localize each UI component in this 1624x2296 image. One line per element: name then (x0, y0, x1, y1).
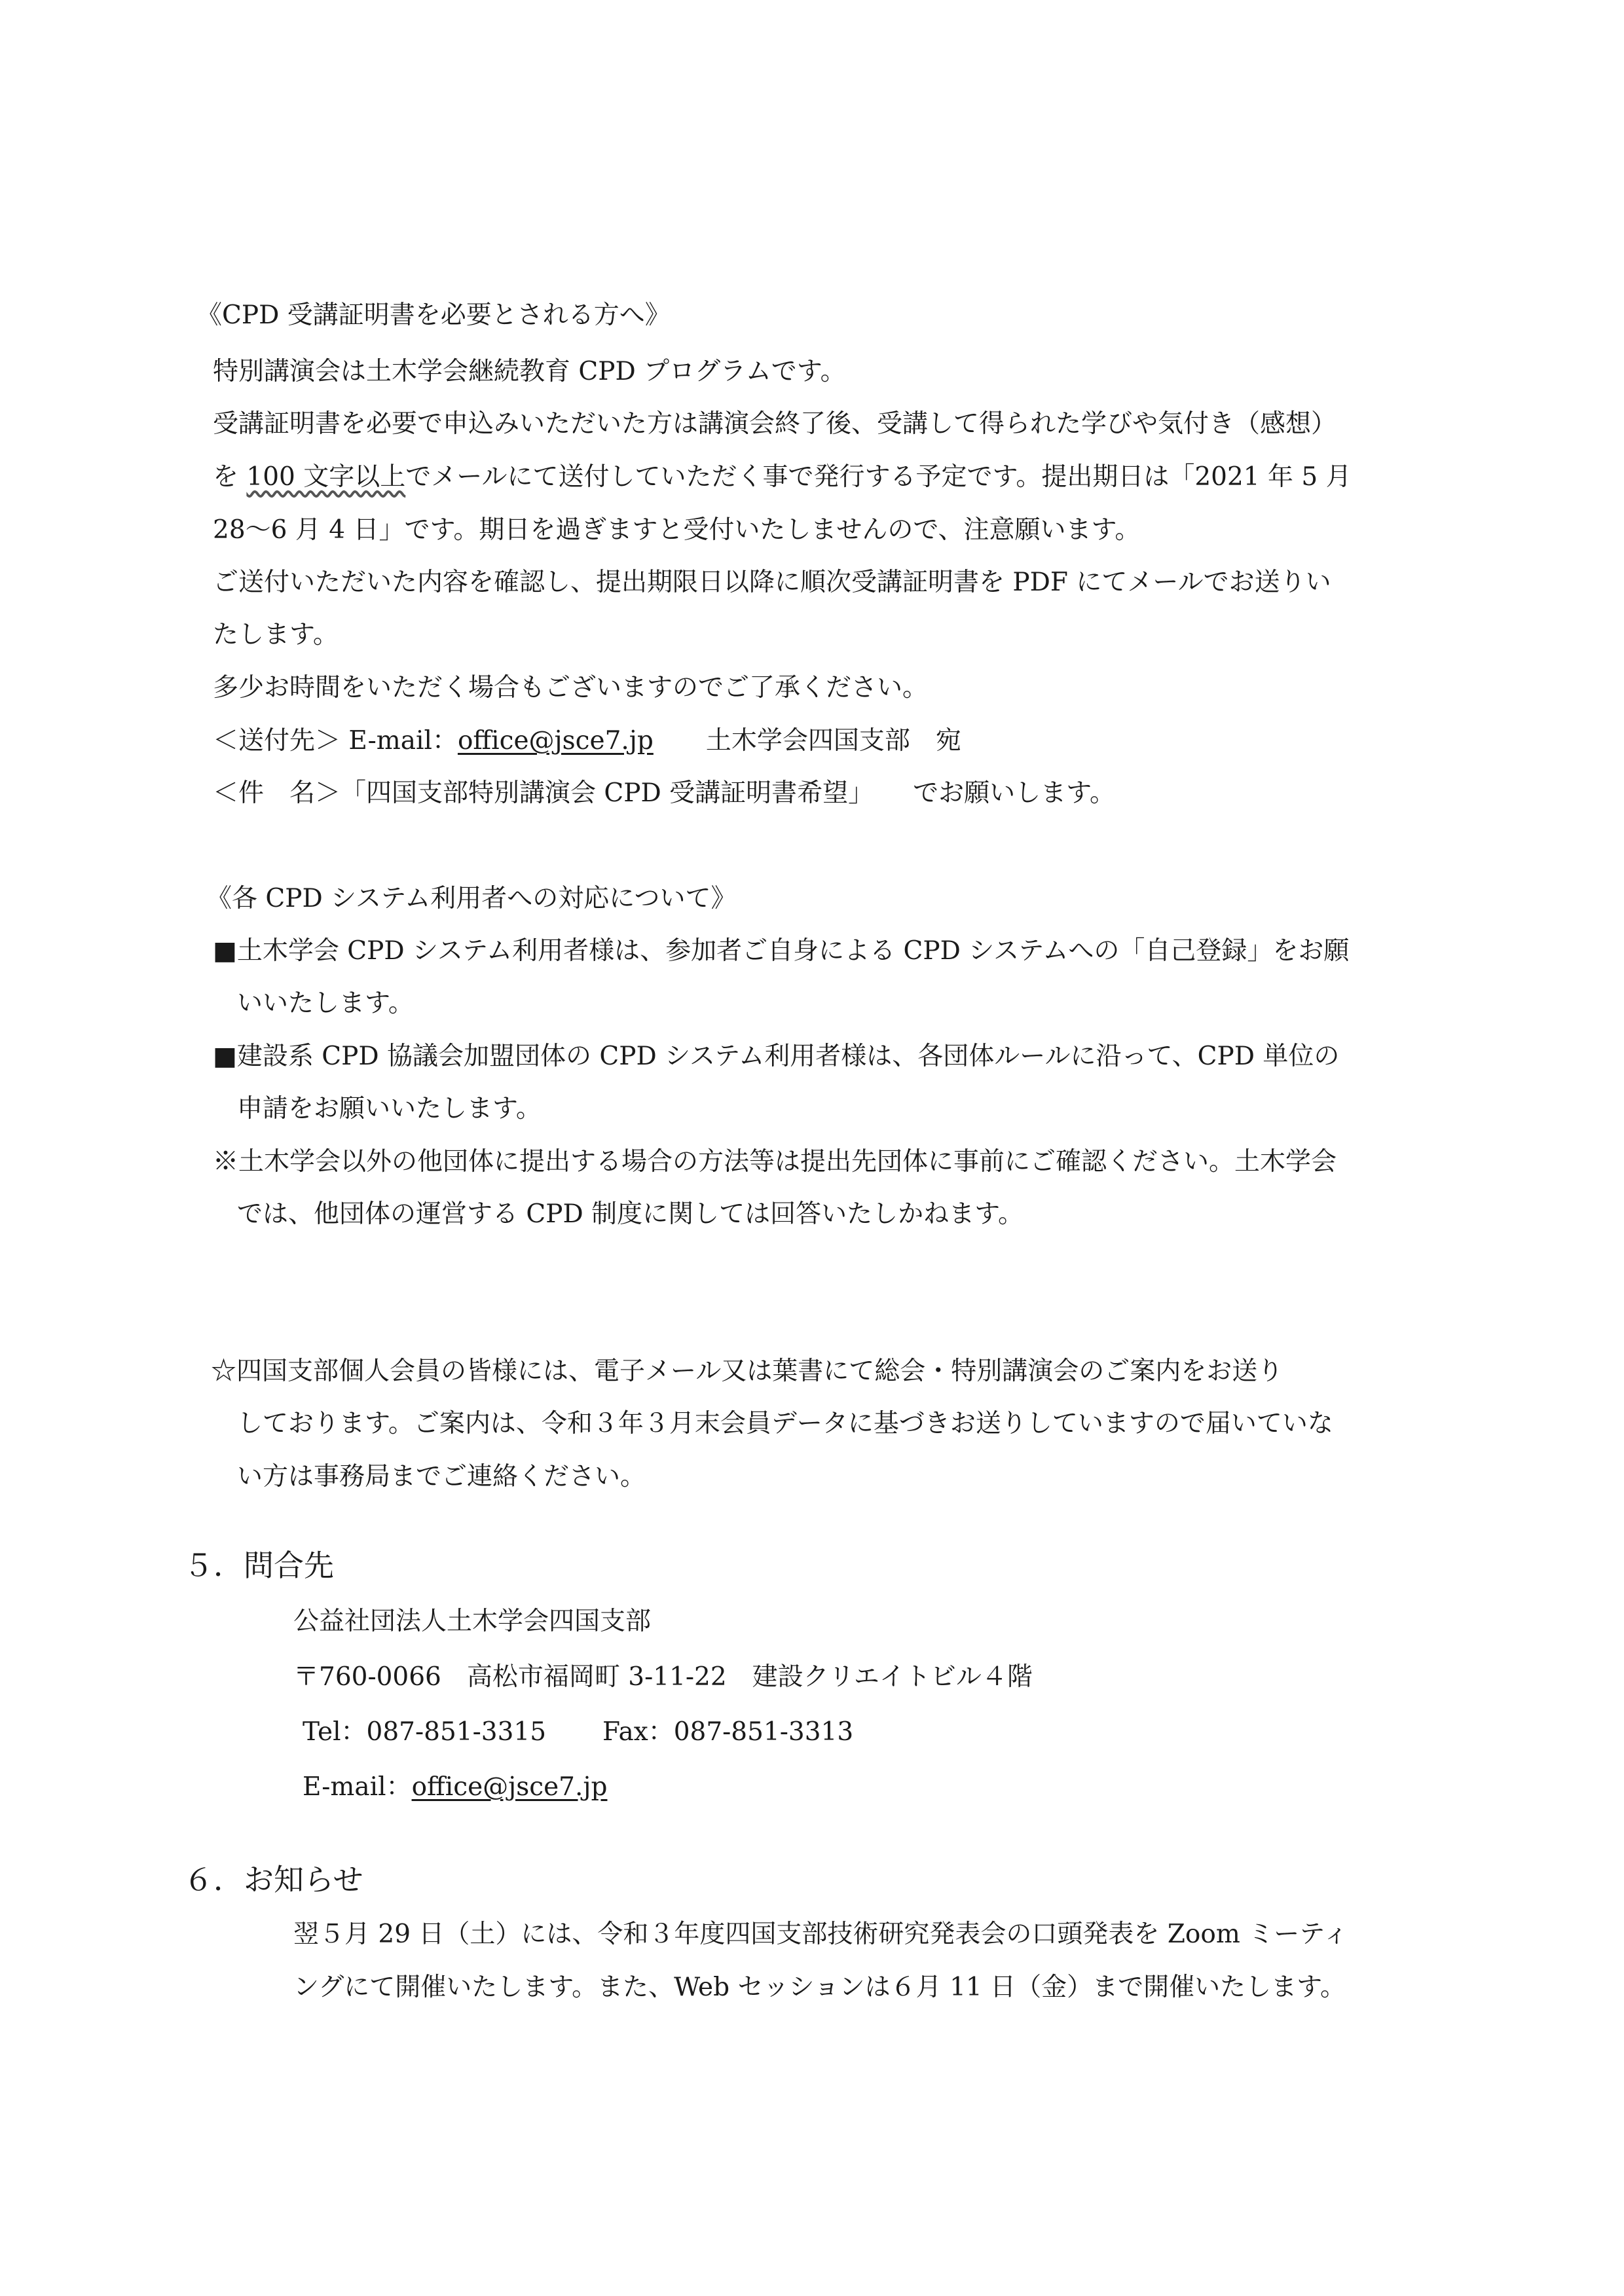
cpd-cert-para-line: 多少お時間をいただく場合もございますのでご了承ください。 (213, 673, 929, 702)
bullet-item-cont: いいたします。 (237, 989, 414, 1018)
cpd-cert-para-line: を 100 文字以上でメールにて送付していただく事で発行する予定です。提出期日は「2021 年 5 月 (213, 462, 1352, 492)
send-to-line: ＜送付先＞ E-mail：office@jsce7.jp 土木学会四国支部 宛 (213, 726, 961, 756)
contact-fax: Fax：087-851-3313 (602, 1717, 854, 1747)
section-heading: ５．問合先 (183, 1548, 334, 1583)
notice-line: ングにて開催いたします。また、Web セッションは６月 11 日（金）まで開催いたします。 (293, 1973, 1346, 2002)
note-item: ※土木学会以外の他団体に提出する場合の方法等は提出先団体に事前にご確認ください。土木学会 (213, 1147, 1337, 1176)
contact-org: 公益社団法人土木学会四国支部 (293, 1607, 652, 1636)
members-note-line: ☆四国支部個人会員の皆様には、電子メール又は葉書にて総会・特別講演会のご案内をお送り (211, 1357, 1283, 1386)
notice-line: 翌５月 29 日（土）には、令和３年度四国支部技術研究発表会の口頭発表を Zoom ミーティ (293, 1920, 1349, 1949)
note-item-cont: では、他団体の運営する CPD 制度に関しては回答いたしかねます。 (237, 1199, 1024, 1229)
cpd-cert-intro: 特別講演会は土木学会継続教育 CPD プログラムです。 (213, 357, 846, 386)
contact-email-line: E-mail：office@jsce7.jp (303, 1772, 608, 1802)
section-heading: ６．お知らせ (183, 1862, 363, 1897)
cpd-cert-para-line: たします。 (213, 620, 339, 649)
contact-tel: Tel：087-851-3315 (303, 1717, 547, 1747)
cpd-cert-para-line: 受講証明書を必要で申込みいただいた方は講演会終了後、受講して得られた学びや気付き（感想） (213, 409, 1337, 439)
bullet-item: ■土木学会 CPD システム利用者様は、参加者ご自身による CPD システムへの「自己登録」をお願 (213, 936, 1350, 966)
contact-phone-line (303, 1719, 853, 1745)
cpd-cert-para-line: ご送付いただいた内容を確認し、提出期限日以降に順次受講証明書を PDF にてメールでお送りい (213, 568, 1331, 597)
contact-address: 〒760-0066 高松市福岡町 3-11-22 建設クリエイトビル４階 (293, 1662, 1033, 1692)
min-length-emphasis: 100 文字以上 (246, 462, 406, 492)
bullet-item-cont: 申請をお願いいたします。 (237, 1094, 542, 1123)
subject-line: ＜件 名＞「四国支部特別講演会 CPD 受講証明書希望」 でお願いします。 (213, 778, 1116, 808)
members-note-line: い方は事務局までご連絡ください。 (237, 1462, 646, 1491)
bullet-item: ■建設系 CPD 協議会加盟団体の CPD システム利用者様は、各団体ルールに沿って、CPD 単位の (213, 1042, 1340, 1071)
cpd-cert-title: 《CPD 受講証明書を必要とされる方へ》 (196, 301, 671, 330)
cpd-cert-deadline-line: 28〜6 月 4 日」です。期日を過ぎますと受付いたしませんので、注意願います。 (213, 515, 1141, 545)
members-note-line: しております。ご案内は、令和３年３月末会員データに基づきお送りしていますので届いていな (237, 1409, 1333, 1438)
email-link[interactable]: office@jsce7.jp (457, 726, 654, 756)
cpd-systems-title: 《各 CPD システム利用者への対応について》 (206, 884, 737, 913)
email-link[interactable]: office@jsce7.jp (411, 1772, 608, 1802)
